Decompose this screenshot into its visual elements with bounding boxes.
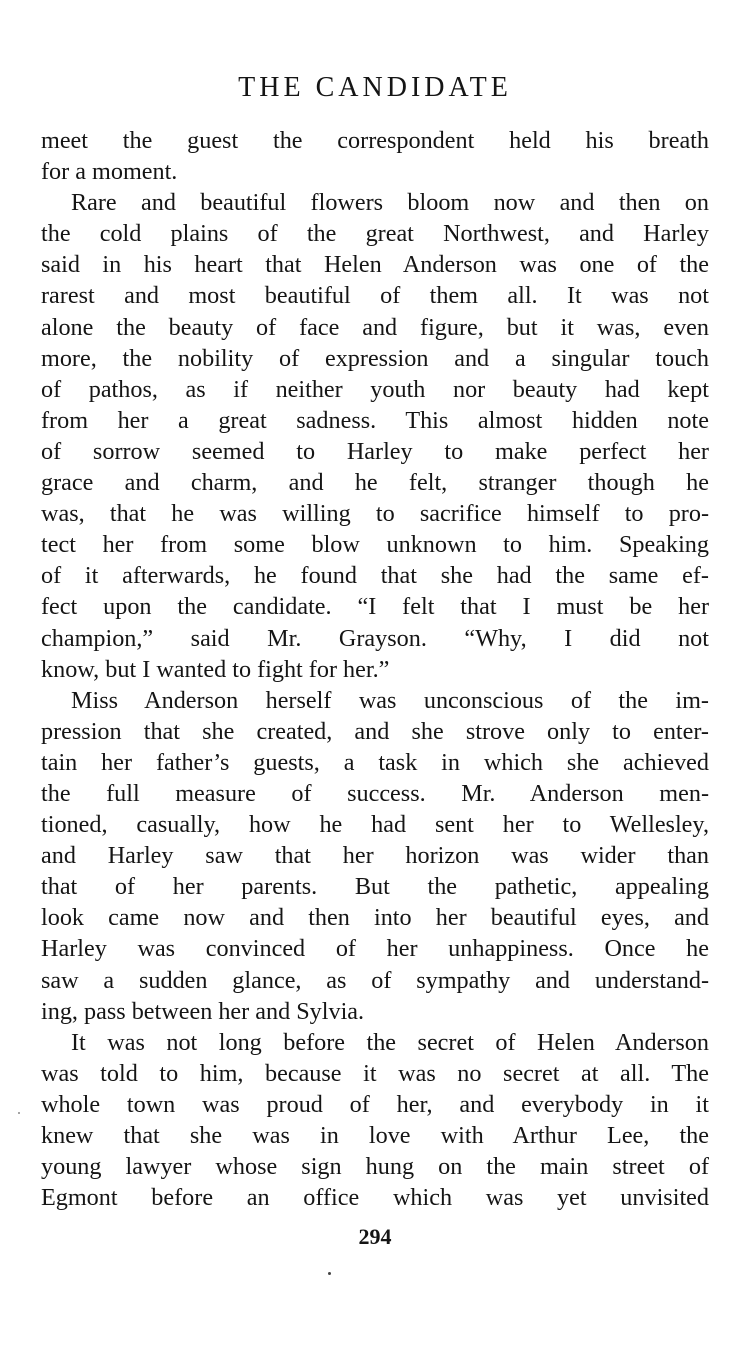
text-line: of sorrow seemed to Harley to make perfect her	[41, 437, 709, 465]
text-line: alone the beauty of face and figure, but it was, even	[41, 313, 709, 341]
page-number: 294	[358, 1224, 392, 1249]
text-line: look came now and then into her beautiful eyes, and	[41, 904, 709, 932]
text-line: know, but I wanted to fight for her.”	[41, 655, 390, 683]
text-line: Rare and beautiful flowers bloom now and then on	[71, 189, 709, 217]
text-line: rarest and most beautiful of them all. It was not	[41, 282, 709, 310]
running-head: THE CANDIDATE	[238, 72, 512, 103]
text-line: was told to him, because it was no secret at all. The	[41, 1059, 709, 1087]
text-line: the cold plains of the great Northwest, and Harley	[41, 220, 709, 248]
text-line: ing, pass between her and Sylvia.	[41, 997, 365, 1025]
text-line: tain her father’s guests, a task in which she achieved	[41, 748, 709, 776]
text-line: tioned, casually, how he had sent her to Wellesley,	[41, 811, 709, 839]
text-line: grace and charm, and he felt, stranger though he	[41, 469, 709, 497]
text-line: meet the guest the correspondent held his breath	[41, 127, 709, 154]
text-line: of it afterwards, he found that she had the same ef-	[41, 562, 709, 590]
text-line: Harley was convinced of her unhappiness. Once he	[41, 935, 709, 963]
text-line: the full measure of success. Mr. Anderson men-	[41, 779, 709, 807]
text-line: was, that he was willing to sacrifice himself to pro-	[41, 500, 709, 528]
text-line: and Harley saw that her horizon was wider than	[41, 842, 709, 870]
text-line: It was not long before the secret of Helen Anderson	[71, 1028, 709, 1056]
text-line: whole town was proud of her, and everybody in it	[41, 1090, 709, 1118]
text-line: that of her parents. But the pathetic, appealing	[41, 873, 709, 901]
text-line: knew that she was in love with Arthur Lee, the	[41, 1122, 709, 1149]
text-line: young lawyer whose sign hung on the main street of	[41, 1153, 709, 1181]
text-line: tect her from some blow unknown to him. Speaking	[41, 531, 709, 559]
text-line: pression that she created, and she strove only to enter-	[41, 717, 709, 745]
text-line: champion,” said Mr. Grayson. “Why, I did not	[41, 624, 709, 652]
text-line: said in his heart that Helen Anderson was one of the	[41, 251, 709, 279]
ink-speck	[18, 1112, 20, 1114]
ink-speck	[328, 1272, 331, 1275]
text-line: saw a sudden glance, as of sympathy and understand-	[41, 966, 709, 994]
text-line: Miss Anderson herself was unconscious of the im-	[71, 686, 709, 714]
text-line: fect upon the candidate. “I felt that I must be her	[41, 593, 709, 621]
text-line: more, the nobility of expression and a singular touch	[41, 344, 709, 372]
body-text	[41, 125, 709, 1213]
text-line: for a moment.	[41, 158, 178, 186]
text-line: of pathos, as if neither youth nor beauty had kept	[41, 375, 709, 403]
text-line: from her a great sadness. This almost hidden note	[41, 406, 709, 434]
text-line: Egmont before an office which was yet unvisited	[41, 1184, 709, 1212]
